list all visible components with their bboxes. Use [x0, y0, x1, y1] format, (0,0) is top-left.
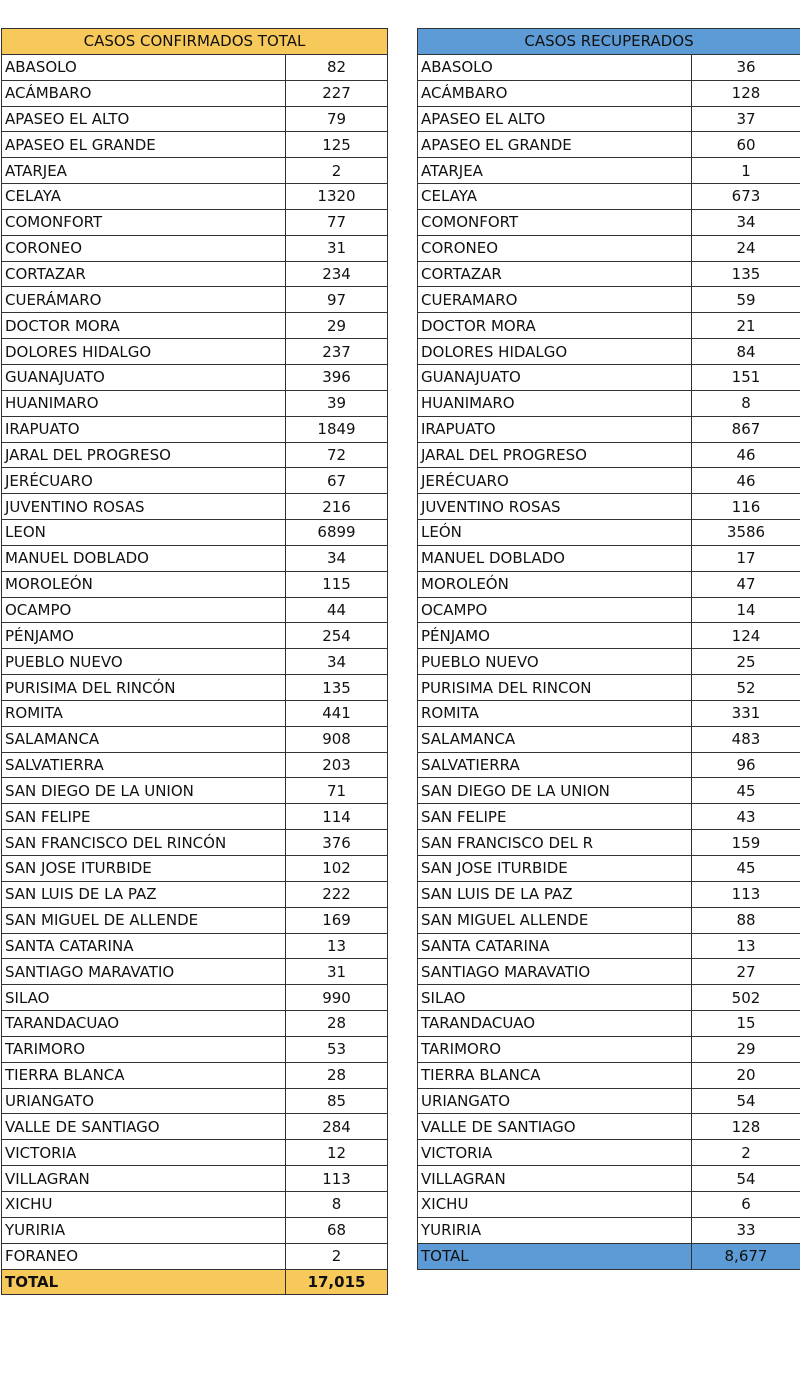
confirmed-table-row — [2, 54, 388, 80]
recovered-municipality: SAN JOSE ITURBIDE — [418, 856, 692, 882]
recovered-municipality: MOROLEÓN — [418, 571, 692, 597]
recovered-count: 116 — [692, 494, 800, 520]
confirmed-count: 29 — [286, 313, 388, 339]
confirmed-table-row — [2, 545, 388, 571]
recovered-table-row — [418, 649, 800, 675]
recovered-count: 21 — [692, 313, 800, 339]
recovered-table-row — [418, 933, 800, 959]
recovered-table-row — [418, 545, 800, 571]
confirmed-count: 13 — [286, 933, 388, 959]
recovered-table-row — [418, 1011, 800, 1037]
confirmed-table-row — [2, 571, 388, 597]
recovered-cases-table — [417, 28, 800, 1270]
recovered-rows — [418, 54, 800, 1243]
recovered-municipality: IRAPUATO — [418, 416, 692, 442]
recovered-count: 128 — [692, 80, 800, 106]
confirmed-table-row — [2, 778, 388, 804]
recovered-municipality: SAN MIGUEL ALLENDE — [418, 907, 692, 933]
confirmed-count: 12 — [286, 1140, 388, 1166]
confirmed-municipality: OCAMPO — [2, 597, 286, 623]
recovered-count: 54 — [692, 1088, 800, 1114]
confirmed-count: 114 — [286, 804, 388, 830]
confirmed-table-row — [2, 132, 388, 158]
recovered-municipality: COMONFORT — [418, 209, 692, 235]
confirmed-count: 85 — [286, 1088, 388, 1114]
recovered-count: 6 — [692, 1191, 800, 1217]
recovered-table-row — [418, 158, 800, 184]
confirmed-table-row — [2, 752, 388, 778]
confirmed-rows — [2, 54, 388, 1269]
confirmed-municipality: ACÁMBARO — [2, 80, 286, 106]
recovered-count: 502 — [692, 985, 800, 1011]
recovered-municipality: TIERRA BLANCA — [418, 1062, 692, 1088]
confirmed-table-row — [2, 623, 388, 649]
recovered-table-row — [418, 80, 800, 106]
recovered-count: 60 — [692, 132, 800, 158]
recovered-municipality: CORTAZAR — [418, 261, 692, 287]
recovered-municipality: ABASOLO — [418, 54, 692, 80]
confirmed-count: 2 — [286, 1243, 388, 1269]
recovered-table-row — [418, 54, 800, 80]
recovered-municipality: YURIRIA — [418, 1217, 692, 1243]
confirmed-municipality: YURIRIA — [2, 1217, 286, 1243]
recovered-table-row — [418, 726, 800, 752]
recovered-municipality: HUANIMARO — [418, 390, 692, 416]
confirmed-table-row — [2, 106, 388, 132]
recovered-header-row — [418, 29, 800, 55]
confirmed-municipality: SAN LUIS DE LA PAZ — [2, 881, 286, 907]
confirmed-header: CASOS CONFIRMADOS TOTAL — [2, 29, 388, 55]
confirmed-table-row — [2, 907, 388, 933]
confirmed-count: 1320 — [286, 184, 388, 210]
confirmed-count: 125 — [286, 132, 388, 158]
confirmed-total-label: TOTAL — [2, 1269, 286, 1295]
recovered-table-row — [418, 468, 800, 494]
confirmed-municipality: SAN DIEGO DE LA UNION — [2, 778, 286, 804]
confirmed-cases-table — [1, 28, 388, 1295]
recovered-count: 54 — [692, 1166, 800, 1192]
confirmed-table-row — [2, 1011, 388, 1037]
recovered-count: 24 — [692, 235, 800, 261]
confirmed-table-row — [2, 985, 388, 1011]
confirmed-table-row — [2, 597, 388, 623]
recovered-municipality: PURISIMA DEL RINCON — [418, 675, 692, 701]
recovered-table-row — [418, 494, 800, 520]
recovered-total-row — [418, 1243, 800, 1269]
recovered-table-row — [418, 1088, 800, 1114]
confirmed-count: 222 — [286, 881, 388, 907]
confirmed-count: 31 — [286, 235, 388, 261]
recovered-count: 37 — [692, 106, 800, 132]
recovered-count: 45 — [692, 778, 800, 804]
confirmed-municipality: TARIMORO — [2, 1036, 286, 1062]
recovered-count: 128 — [692, 1114, 800, 1140]
recovered-count: 673 — [692, 184, 800, 210]
confirmed-count: 34 — [286, 545, 388, 571]
confirmed-municipality: ATARJEA — [2, 158, 286, 184]
recovered-count: 2 — [692, 1140, 800, 1166]
recovered-municipality: URIANGATO — [418, 1088, 692, 1114]
recovered-count: 13 — [692, 933, 800, 959]
recovered-table-row — [418, 881, 800, 907]
confirmed-count: 79 — [286, 106, 388, 132]
confirmed-municipality: VICTORIA — [2, 1140, 286, 1166]
recovered-table-row — [418, 778, 800, 804]
recovered-table-row — [418, 1166, 800, 1192]
recovered-table-row — [418, 261, 800, 287]
recovered-municipality: ATARJEA — [418, 158, 692, 184]
recovered-count: 20 — [692, 1062, 800, 1088]
recovered-table-row — [418, 700, 800, 726]
confirmed-count: 284 — [286, 1114, 388, 1140]
confirmed-count: 227 — [286, 80, 388, 106]
recovered-table-row — [418, 184, 800, 210]
recovered-municipality: SANTIAGO MARAVATIO — [418, 959, 692, 985]
recovered-table-row — [418, 235, 800, 261]
recovered-municipality: DOCTOR MORA — [418, 313, 692, 339]
confirmed-municipality: SAN FRANCISCO DEL RINCÓN — [2, 830, 286, 856]
confirmed-table-row — [2, 1217, 388, 1243]
recovered-municipality: MANUEL DOBLADO — [418, 545, 692, 571]
confirmed-count: 115 — [286, 571, 388, 597]
recovered-count: 25 — [692, 649, 800, 675]
confirmed-municipality: DOLORES HIDALGO — [2, 339, 286, 365]
recovered-count: 46 — [692, 468, 800, 494]
confirmed-municipality: PÉNJAMO — [2, 623, 286, 649]
confirmed-table-row — [2, 158, 388, 184]
confirmed-table-row — [2, 313, 388, 339]
confirmed-table-row — [2, 416, 388, 442]
confirmed-count: 8 — [286, 1191, 388, 1217]
recovered-municipality: SALAMANCA — [418, 726, 692, 752]
recovered-count: 33 — [692, 1217, 800, 1243]
confirmed-count: 39 — [286, 390, 388, 416]
confirmed-table-row — [2, 830, 388, 856]
recovered-table-row — [418, 1062, 800, 1088]
recovered-count: 331 — [692, 700, 800, 726]
recovered-table-row — [418, 959, 800, 985]
recovered-table-row — [418, 364, 800, 390]
confirmed-table-row — [2, 235, 388, 261]
recovered-municipality: APASEO EL GRANDE — [418, 132, 692, 158]
recovered-table-row — [418, 985, 800, 1011]
recovered-table-row — [418, 804, 800, 830]
recovered-count: 45 — [692, 856, 800, 882]
confirmed-table-row — [2, 1166, 388, 1192]
confirmed-count: 44 — [286, 597, 388, 623]
confirmed-count: 34 — [286, 649, 388, 675]
recovered-table-row — [418, 675, 800, 701]
confirmed-count: 53 — [286, 1036, 388, 1062]
confirmed-municipality: VILLAGRAN — [2, 1166, 286, 1192]
recovered-table-row — [418, 752, 800, 778]
confirmed-municipality: LEON — [2, 520, 286, 546]
confirmed-table-row — [2, 804, 388, 830]
confirmed-municipality: APASEO EL ALTO — [2, 106, 286, 132]
recovered-count: 43 — [692, 804, 800, 830]
recovered-header: CASOS RECUPERADOS — [418, 29, 800, 55]
confirmed-table-row — [2, 184, 388, 210]
recovered-count: 1 — [692, 158, 800, 184]
confirmed-municipality: SAN JOSE ITURBIDE — [2, 856, 286, 882]
confirmed-table-row — [2, 364, 388, 390]
confirmed-table-row — [2, 933, 388, 959]
recovered-municipality: TARANDACUAO — [418, 1011, 692, 1037]
recovered-municipality: OCAMPO — [418, 597, 692, 623]
confirmed-table-row — [2, 700, 388, 726]
confirmed-table-row — [2, 494, 388, 520]
confirmed-count: 234 — [286, 261, 388, 287]
confirmed-municipality: JARAL DEL PROGRESO — [2, 442, 286, 468]
recovered-count: 483 — [692, 726, 800, 752]
confirmed-municipality: DOCTOR MORA — [2, 313, 286, 339]
confirmed-municipality: CORTAZAR — [2, 261, 286, 287]
confirmed-table-row — [2, 468, 388, 494]
confirmed-count: 376 — [286, 830, 388, 856]
recovered-table-row — [418, 313, 800, 339]
recovered-table-row — [418, 1217, 800, 1243]
confirmed-count: 28 — [286, 1011, 388, 1037]
recovered-count: 17 — [692, 545, 800, 571]
confirmed-table-row — [2, 390, 388, 416]
recovered-count: 84 — [692, 339, 800, 365]
recovered-municipality: JUVENTINO ROSAS — [418, 494, 692, 520]
recovered-count: 29 — [692, 1036, 800, 1062]
recovered-table-row — [418, 339, 800, 365]
confirmed-municipality: TIERRA BLANCA — [2, 1062, 286, 1088]
recovered-municipality: SAN FELIPE — [418, 804, 692, 830]
recovered-count: 124 — [692, 623, 800, 649]
recovered-table-row — [418, 132, 800, 158]
confirmed-count: 216 — [286, 494, 388, 520]
confirmed-municipality: SALVATIERRA — [2, 752, 286, 778]
recovered-municipality: PÉNJAMO — [418, 623, 692, 649]
recovered-count: 159 — [692, 830, 800, 856]
confirmed-municipality: PURISIMA DEL RINCÓN — [2, 675, 286, 701]
confirmed-municipality: SANTA CATARINA — [2, 933, 286, 959]
confirmed-table-row — [2, 1243, 388, 1269]
confirmed-table-row — [2, 675, 388, 701]
confirmed-table-row — [2, 649, 388, 675]
confirmed-municipality: FORANEO — [2, 1243, 286, 1269]
recovered-municipality: JARAL DEL PROGRESO — [418, 442, 692, 468]
recovered-municipality: CELAYA — [418, 184, 692, 210]
recovered-count: 14 — [692, 597, 800, 623]
confirmed-count: 396 — [286, 364, 388, 390]
confirmed-municipality: VALLE DE SANTIAGO — [2, 1114, 286, 1140]
confirmed-municipality: URIANGATO — [2, 1088, 286, 1114]
confirmed-table-row — [2, 1088, 388, 1114]
recovered-table-row — [418, 597, 800, 623]
recovered-count: 59 — [692, 287, 800, 313]
recovered-table-row — [418, 209, 800, 235]
recovered-count: 8 — [692, 390, 800, 416]
confirmed-total-row — [2, 1269, 388, 1295]
confirmed-count: 237 — [286, 339, 388, 365]
confirmed-municipality: CORONEO — [2, 235, 286, 261]
recovered-municipality: VILLAGRAN — [418, 1166, 692, 1192]
confirmed-table-row — [2, 1114, 388, 1140]
recovered-count: 47 — [692, 571, 800, 597]
confirmed-count: 1849 — [286, 416, 388, 442]
confirmed-municipality: SAN MIGUEL DE ALLENDE — [2, 907, 286, 933]
recovered-municipality: VICTORIA — [418, 1140, 692, 1166]
confirmed-municipality: JUVENTINO ROSAS — [2, 494, 286, 520]
confirmed-table-row — [2, 287, 388, 313]
confirmed-count: 72 — [286, 442, 388, 468]
recovered-table-row — [418, 856, 800, 882]
recovered-municipality: ROMITA — [418, 700, 692, 726]
confirmed-count: 97 — [286, 287, 388, 313]
confirmed-count: 71 — [286, 778, 388, 804]
confirmed-table-row — [2, 726, 388, 752]
recovered-municipality: SILAO — [418, 985, 692, 1011]
confirmed-table-row — [2, 1062, 388, 1088]
recovered-total-label: TOTAL — [418, 1243, 692, 1269]
confirmed-municipality: IRAPUATO — [2, 416, 286, 442]
recovered-municipality: TARIMORO — [418, 1036, 692, 1062]
recovered-table-row — [418, 106, 800, 132]
confirmed-count: 28 — [286, 1062, 388, 1088]
confirmed-table-row — [2, 520, 388, 546]
confirmed-table-row — [2, 1036, 388, 1062]
confirmed-municipality: SANTIAGO MARAVATIO — [2, 959, 286, 985]
confirmed-municipality: APASEO EL GRANDE — [2, 132, 286, 158]
recovered-total-value: 8,677 — [692, 1243, 800, 1269]
recovered-count: 3586 — [692, 520, 800, 546]
recovered-table-row — [418, 1191, 800, 1217]
recovered-table-row — [418, 907, 800, 933]
confirmed-count: 67 — [286, 468, 388, 494]
recovered-table-row — [418, 1036, 800, 1062]
confirmed-count: 441 — [286, 700, 388, 726]
confirmed-municipality: MOROLEÓN — [2, 571, 286, 597]
recovered-count: 27 — [692, 959, 800, 985]
confirmed-municipality: CUERÁMARO — [2, 287, 286, 313]
confirmed-table-row — [2, 1140, 388, 1166]
recovered-table-row — [418, 623, 800, 649]
recovered-municipality: DOLORES HIDALGO — [418, 339, 692, 365]
recovered-table-row — [418, 520, 800, 546]
confirmed-municipality: GUANAJUATO — [2, 364, 286, 390]
confirmed-municipality: ROMITA — [2, 700, 286, 726]
confirmed-municipality: TARANDACUAO — [2, 1011, 286, 1037]
confirmed-header-row — [2, 29, 388, 55]
confirmed-count: 908 — [286, 726, 388, 752]
recovered-municipality: LEÓN — [418, 520, 692, 546]
recovered-municipality: XICHU — [418, 1191, 692, 1217]
recovered-count: 151 — [692, 364, 800, 390]
recovered-municipality: APASEO EL ALTO — [418, 106, 692, 132]
confirmed-count: 203 — [286, 752, 388, 778]
confirmed-table-row — [2, 442, 388, 468]
confirmed-count: 135 — [286, 675, 388, 701]
confirmed-table-row — [2, 959, 388, 985]
confirmed-municipality: CELAYA — [2, 184, 286, 210]
confirmed-municipality: COMONFORT — [2, 209, 286, 235]
confirmed-count: 254 — [286, 623, 388, 649]
recovered-count: 135 — [692, 261, 800, 287]
recovered-count: 15 — [692, 1011, 800, 1037]
recovered-count: 34 — [692, 209, 800, 235]
recovered-municipality: JERÉCUARO — [418, 468, 692, 494]
confirmed-table-row — [2, 261, 388, 287]
recovered-municipality: CUERAMARO — [418, 287, 692, 313]
confirmed-municipality: HUANIMARO — [2, 390, 286, 416]
recovered-count: 88 — [692, 907, 800, 933]
confirmed-municipality: SAN FELIPE — [2, 804, 286, 830]
confirmed-total-value: 17,015 — [286, 1269, 388, 1295]
confirmed-table-row — [2, 856, 388, 882]
recovered-count: 867 — [692, 416, 800, 442]
confirmed-count: 102 — [286, 856, 388, 882]
confirmed-table-row — [2, 881, 388, 907]
recovered-table-row — [418, 1140, 800, 1166]
confirmed-count: 113 — [286, 1166, 388, 1192]
confirmed-municipality: JERÉCUARO — [2, 468, 286, 494]
confirmed-count: 6899 — [286, 520, 388, 546]
recovered-table-row — [418, 830, 800, 856]
recovered-municipality: SAN FRANCISCO DEL R — [418, 830, 692, 856]
recovered-municipality: SAN LUIS DE LA PAZ — [418, 881, 692, 907]
recovered-table-row — [418, 416, 800, 442]
confirmed-count: 31 — [286, 959, 388, 985]
confirmed-municipality: SALAMANCA — [2, 726, 286, 752]
recovered-table-row — [418, 571, 800, 597]
recovered-count: 46 — [692, 442, 800, 468]
confirmed-table-row — [2, 80, 388, 106]
confirmed-count: 82 — [286, 54, 388, 80]
recovered-table-row — [418, 442, 800, 468]
recovered-municipality: CORONEO — [418, 235, 692, 261]
confirmed-count: 68 — [286, 1217, 388, 1243]
recovered-table-row — [418, 287, 800, 313]
confirmed-municipality: XICHU — [2, 1191, 286, 1217]
confirmed-municipality: ABASOLO — [2, 54, 286, 80]
recovered-table-row — [418, 1114, 800, 1140]
recovered-municipality: PUEBLO NUEVO — [418, 649, 692, 675]
confirmed-municipality: PUEBLO NUEVO — [2, 649, 286, 675]
recovered-municipality: SANTA CATARINA — [418, 933, 692, 959]
confirmed-count: 77 — [286, 209, 388, 235]
recovered-table-row — [418, 390, 800, 416]
recovered-municipality: ACÁMBARO — [418, 80, 692, 106]
recovered-count: 96 — [692, 752, 800, 778]
recovered-count: 52 — [692, 675, 800, 701]
confirmed-table-row — [2, 339, 388, 365]
confirmed-count: 2 — [286, 158, 388, 184]
recovered-municipality: VALLE DE SANTIAGO — [418, 1114, 692, 1140]
recovered-municipality: SAN DIEGO DE LA UNION — [418, 778, 692, 804]
confirmed-count: 990 — [286, 985, 388, 1011]
confirmed-municipality: MANUEL DOBLADO — [2, 545, 286, 571]
recovered-count: 113 — [692, 881, 800, 907]
confirmed-count: 169 — [286, 907, 388, 933]
recovered-count: 36 — [692, 54, 800, 80]
confirmed-municipality: SILAO — [2, 985, 286, 1011]
confirmed-table-row — [2, 1191, 388, 1217]
recovered-municipality: SALVATIERRA — [418, 752, 692, 778]
confirmed-table-row — [2, 209, 388, 235]
recovered-municipality: GUANAJUATO — [418, 364, 692, 390]
